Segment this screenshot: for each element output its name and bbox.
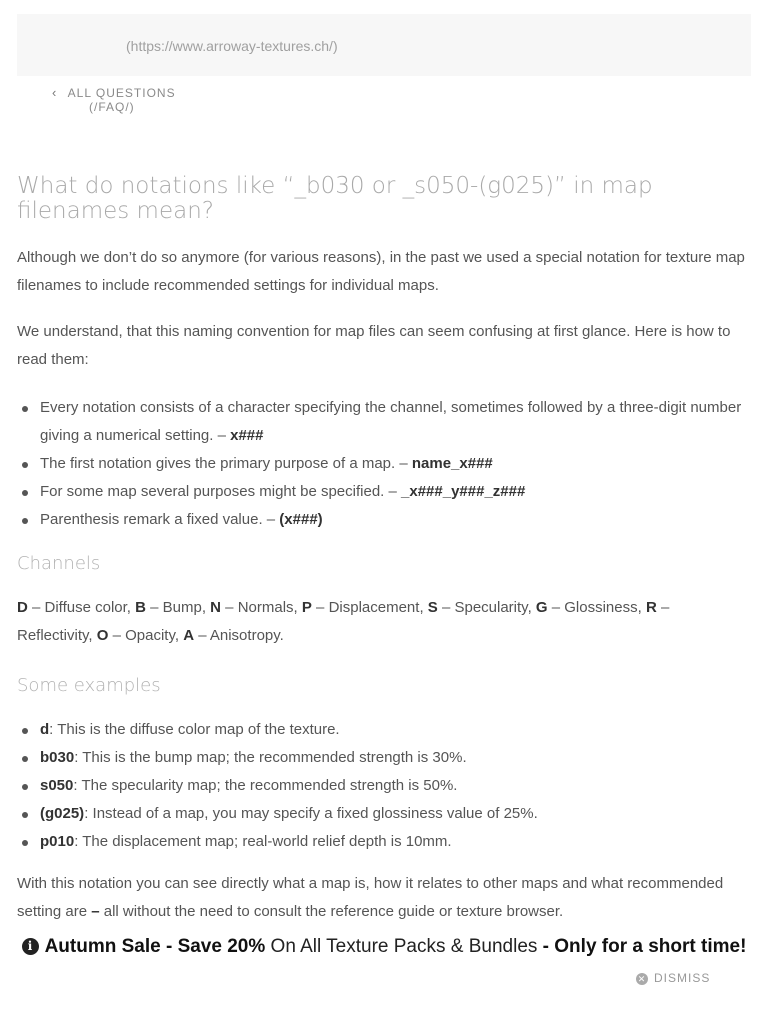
list-item: s050: The specularity map; the recommended strength is 50%.	[17, 772, 747, 800]
page-title: What do notations like “_b030 or _s050-(g025)” in map filenames mean?	[17, 173, 653, 224]
all-questions-label: ALL QUESTIONS	[67, 86, 176, 100]
bullet-icon	[22, 490, 28, 496]
intro-paragraph: Although we don’t do so anymore (for various reasons), in the past we used a special notation for texture map filenames to include recommended settings for individual maps.	[17, 249, 745, 294]
channels-heading: Channels	[17, 553, 101, 574]
list-item: For some map several purposes might be specified. – _x###_y###_z###	[17, 478, 747, 506]
close-icon: ✕	[637, 974, 647, 984]
all-questions-link[interactable]	[52, 86, 176, 114]
bullet-icon	[22, 812, 28, 818]
outro-paragraph: With this notation you can see directly what a map is, how it relates to other maps and what recommended setting are – all without the need to consult the reference guide or texture browser.	[17, 875, 724, 920]
dismiss-button[interactable]	[636, 971, 710, 985]
bullet-icon	[22, 462, 28, 468]
all-questions-sub: (/FAQ/)	[89, 100, 135, 114]
bullet-icon	[22, 518, 28, 524]
sale-message: i Autumn Sale - Save 20% On All Texture Packs & Bundles - Only for a short time!	[20, 930, 748, 964]
chevron-left-icon: ‹	[52, 85, 58, 100]
examples-list	[17, 716, 747, 856]
bullet-icon	[22, 756, 28, 762]
understand-paragraph: We understand, that this naming convention for map files can seem confusing at first glance. Here is how to read them:	[17, 323, 731, 368]
top-bar	[17, 14, 751, 76]
list-item: The first notation gives the primary purpose of a map. – name_x###	[17, 450, 747, 478]
list-item: b030: This is the bump map; the recommended strength is 30%.	[17, 744, 747, 772]
examples-heading: Some examples	[17, 675, 161, 696]
bullet-icon	[22, 728, 28, 734]
dismiss-label: DISMISS	[654, 971, 711, 985]
list-item: d: This is the diffuse color map of the texture.	[17, 716, 747, 744]
bullet-icon	[22, 406, 28, 412]
list-item: Every notation consists of a character specifying the channel, sometimes followed by a three-digit number giving a numerical setting. – x###	[17, 394, 747, 450]
site-url-link[interactable]: (https://www.arroway-textures.ch/)	[126, 38, 338, 54]
channels-paragraph: D – Diffuse color, B – Bump, N – Normals, P – Displacement, S – Specularity, G – Glossiness, R – Reflectivity, O – Opacity, A – Anisotropy.	[17, 599, 670, 644]
list-item: Parenthesis remark a fixed value. – (x###)	[17, 506, 747, 534]
list-item: (g025): Instead of a map, you may specify a fixed glossiness value of 25%.	[17, 800, 747, 828]
bullet-icon	[22, 784, 28, 790]
info-icon: i	[22, 938, 39, 955]
notation-rules-list	[17, 394, 747, 534]
list-item: p010: The displacement map; real-world relief depth is 10mm.	[17, 828, 747, 856]
bullet-icon	[22, 840, 28, 846]
